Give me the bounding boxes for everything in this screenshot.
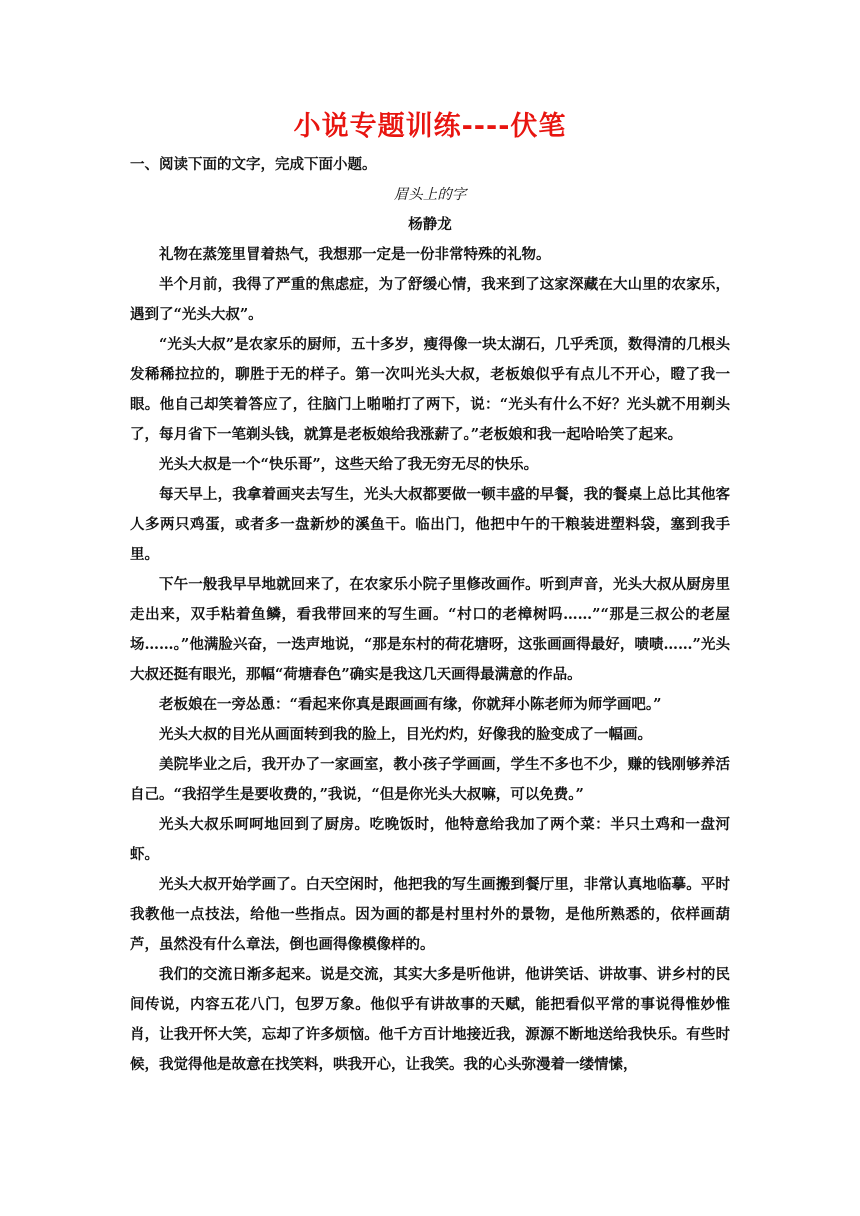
paragraph: 下午一般我早早地就回来了，在农家乐小院子里修改画作。听到声音，光头大叔从厨房里走出来，双手粘着鱼鳞，看我带回来的写生画。“村口的老樟树吗……”“那是三叔公的老屋场……。”他满脸兴奋，一迭声地说，“那是东村的荷花塘呀，这张画画得最好，啧啧……”光头大叔还挺有眼光，那幅“荷塘春色”确实是我这几天画得最满意的作品。 xyxy=(130,576,730,683)
paragraph: “光头大叔”是农家乐的厨师，五十多岁，瘦得像一块太湖石，几乎秃顶，数得清的几根头发稀稀拉拉的，聊胜于无的样子。第一次叫光头大叔，老板娘似乎有点儿不开心，瞪了我一眼。他自己却笑着答应了，往脑门上啪啪打了两下，说：“光头有什么不好？光头就不用剃头了，每月省下一笔剃头钱，就算是老板娘给我涨薪了。”老板娘和我一起哈哈笑了起来。 xyxy=(130,336,730,443)
page-title: 小说专题训练----伏笔 xyxy=(293,111,567,142)
paragraph: 光头大叔的目光从画面转到我的脸上，目光灼灼，好像我的脸变成了一幅画。 xyxy=(159,726,652,743)
paragraph: 我们的交流日渐多起来。说是交流，其实大多是听他讲，他讲笑话、讲故事、讲乡村的民间传说，内容五花八门，包罗万象。他似乎有讲故事的天赋，能把看似平常的事说得惟妙惟肖，让我开怀大笑，忘却了许多烦恼。他千方百计地接近我，源源不断地送给我快乐。有些时候，我觉得他是故意在找笑料，哄我开心，让我笑。我的心头弥漫着一缕情愫， xyxy=(130,966,730,1073)
paragraph: 光头大叔开始学画了。白天空闲时，他把我的写生画搬到餐厅里，非常认真地临摹。平时我教他一点技法，给他一些指点。因为画的都是村里村外的景物，是他所熟悉的，依样画葫芦，虽然没有什么章法，倒也画得像模像样的。 xyxy=(130,876,730,953)
story-title: 眉头上的字 xyxy=(393,187,467,203)
story-author: 杨静龙 xyxy=(408,216,452,233)
paragraph: 每天早上，我拿着画夹去写生，光头大叔都要做一顿丰盛的早餐，我的餐桌上总比其他客人多两只鸡蛋，或者多一盘新炒的溪鱼干。临出门，他把中午的干粮装进塑料袋，塞到我手里。 xyxy=(130,486,730,563)
instruction: 一、阅读下面的文字，完成下面小题。 xyxy=(130,156,377,173)
paragraph: 光头大叔乐呵呵地回到了厨房。吃晚饭时，他特意给我加了两个菜：半只土鸡和一盘河虾。 xyxy=(130,816,730,863)
document-body xyxy=(130,150,730,1080)
paragraph: 美院毕业之后，我开办了一家画室，教小孩子学画画，学生不多也不少，赚的钱刚够养活自己。“我招学生是要收费的，”我说，“但是你光头大叔嘛，可以免费。” xyxy=(130,756,730,803)
paragraph: 礼物在蒸笼里冒着热气，我想那一定是一份非常特殊的礼物。 xyxy=(159,246,551,263)
paragraph: 半个月前，我得了严重的焦虑症，为了舒缓心情，我来到了这家深藏在大山里的农家乐，遇到了“光头大叔”。 xyxy=(130,276,730,323)
paragraph: 老板娘在一旁怂恿：“看起来你真是跟画画有缘，你就拜小陈老师为师学画吧。” xyxy=(159,696,662,713)
paragraph: 光头大叔是一个“快乐哥”，这些天给了我无穷无尽的快乐。 xyxy=(159,456,539,473)
